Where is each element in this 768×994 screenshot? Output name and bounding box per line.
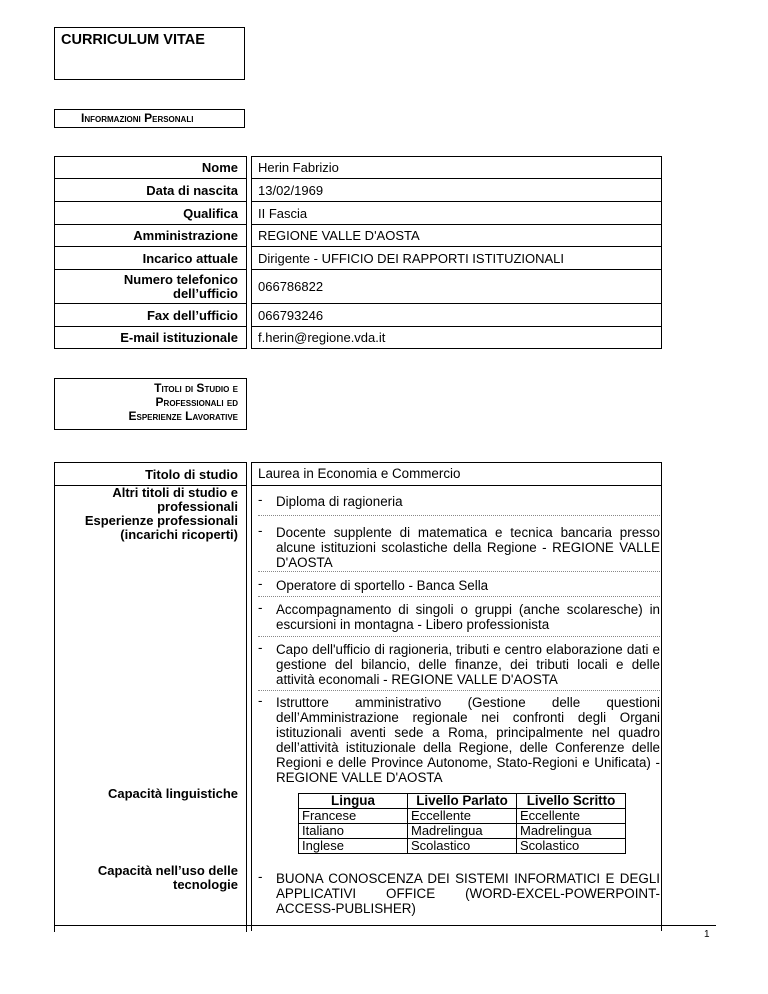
languages-table [298, 793, 626, 854]
esperienza-item-1 [258, 525, 660, 570]
table-row [299, 809, 626, 824]
cell-scritto: Scolastico [517, 839, 626, 854]
bullet-dash: - [258, 523, 263, 538]
tecnologie-item [258, 871, 660, 916]
esperienza-text-5: Istruttore amministrativo (Gestione delle questioni dell’Amministrazione regionale nei confronti degli Organi istituzionali aventi sede a Roma, principalmente nel quadro dell’attività istituzionale della Regione, delle Conferenze delle Regioni e delle Province Autonome, Stato-Regioni e Unificata) - REGIONE VALLE D'AOSTA [276, 695, 660, 785]
esperienza-item-4 [258, 642, 660, 687]
separator [258, 515, 660, 516]
bullet-dash: - [258, 693, 263, 708]
separator [258, 690, 660, 691]
label-esperienze-line2: (incarichi ricoperti) [120, 527, 238, 542]
separator [258, 636, 660, 637]
studies-labels-column [54, 462, 247, 932]
label-amministrazione: Amministrazione [133, 228, 238, 243]
footer-rule [54, 925, 716, 926]
section-titles-line1: Titoli di Studio e [154, 381, 238, 395]
label-qualifica: Qualifica [183, 206, 238, 221]
tecnologie-text: BUONA CONOSCENZA DEI SISTEMI INFORMATICI E DEGLI APPLICATIVI OFFICE (WORD-EXCEL-POWERPOINT-ACCESS-PUBLISHER) [276, 871, 660, 916]
cell-parlato: Eccellente [408, 809, 517, 824]
cell-lingua: Inglese [299, 839, 408, 854]
bullet-dash: - [258, 492, 263, 507]
label-tecnologie-line1: Capacità nell’uso delle [97, 863, 238, 878]
cell-scritto: Eccellente [517, 809, 626, 824]
altri-titoli-text: Diploma di ragioneria [276, 494, 403, 509]
label-altri-titoli-line2: professionali [157, 499, 238, 514]
cv-title-box [54, 27, 245, 80]
section-titles-line3: Esperienze Lavorative [128, 409, 238, 423]
label-incarico: Incarico attuale [142, 251, 238, 266]
label-altri-titoli-line1: Altri titoli di studio e [112, 485, 238, 500]
label-tecnologie-line2: tecnologie [172, 877, 238, 892]
col-header-scritto: Livello Scritto [517, 794, 626, 809]
altri-titoli-item [258, 494, 660, 509]
esperienza-item-3 [258, 602, 660, 632]
value-email: f.herin@regione.vda.it [258, 330, 386, 345]
cv-title: CURRICULUM VITAE [61, 32, 205, 48]
section-titles-heading-box [54, 378, 247, 430]
label-nome: Nome [201, 160, 238, 175]
esperienza-text-4: Capo dell'ufficio di ragioneria, tributi e centro elaborazione dati e gestione del bilancio, delle finanze, dei tributi locali e delle attività economali - REGIONE VALLE D'AOSTA [276, 642, 660, 687]
bullet-dash: - [258, 869, 263, 884]
esperienza-text-2: Operatore di sportello - Banca Sella [276, 578, 489, 593]
cell-lingua: Francese [299, 809, 408, 824]
section-personal-heading: Informazioni Personali [81, 111, 194, 125]
label-fax: Fax dell’ufficio [146, 308, 238, 323]
label-email: E-mail istituzionale [120, 330, 238, 345]
value-nome: Herin Fabrizio [258, 160, 339, 175]
value-titolo-studio: Laurea in Economia e Commercio [258, 466, 461, 481]
value-qualifica: II Fascia [258, 206, 308, 221]
label-data-nascita: Data di nascita [146, 183, 238, 198]
col-header-parlato: Livello Parlato [408, 794, 517, 809]
label-telefono-line1: Numero telefonico [123, 272, 238, 287]
col-header-lingua: Lingua [299, 794, 408, 809]
section-personal-heading-box [54, 109, 245, 128]
table-header-row [299, 794, 626, 809]
value-amministrazione: REGIONE VALLE D'AOSTA [258, 228, 420, 243]
section-titles-line2: Professionali ed [155, 395, 238, 409]
cell-parlato: Madrelingua [408, 824, 517, 839]
label-esperienze-line1: Esperienze professionali [84, 513, 238, 528]
label-lingue: Capacità linguistiche [107, 786, 238, 801]
value-telefono: 066786822 [258, 279, 324, 294]
page-number: 1 [704, 929, 710, 940]
esperienza-text-1: Docente supplente di matematica e tecnica bancaria presso alcune istituzioni scolastiche della Regione - REGIONE VALLE D'AOSTA [276, 525, 660, 570]
table-row [299, 839, 626, 854]
personal-values-column [251, 156, 662, 349]
cell-lingua: Italiano [299, 824, 408, 839]
label-titolo-studio: Titolo di studio [145, 467, 238, 482]
bullet-dash: - [258, 576, 263, 591]
cell-parlato: Scolastico [408, 839, 517, 854]
esperienza-item-2 [258, 578, 660, 593]
personal-labels-column [54, 156, 247, 349]
cell-scritto: Madrelingua [517, 824, 626, 839]
table-row [299, 824, 626, 839]
value-fax: 066793246 [258, 308, 324, 323]
separator [258, 571, 660, 572]
bullet-dash: - [258, 600, 263, 615]
value-incarico: Dirigente - UFFICIO DEI RAPPORTI ISTITUZIONALI [258, 251, 565, 266]
esperienza-text-3: Accompagnamento di singoli o gruppi (anche scolaresche) in escursioni in montagna - Libero professionista [276, 602, 660, 632]
separator [258, 596, 660, 597]
bullet-dash: - [258, 640, 263, 655]
label-telefono-line2: dell’ufficio [173, 286, 238, 301]
esperienza-item-5 [258, 695, 660, 785]
value-data-nascita: 13/02/1969 [258, 183, 324, 198]
